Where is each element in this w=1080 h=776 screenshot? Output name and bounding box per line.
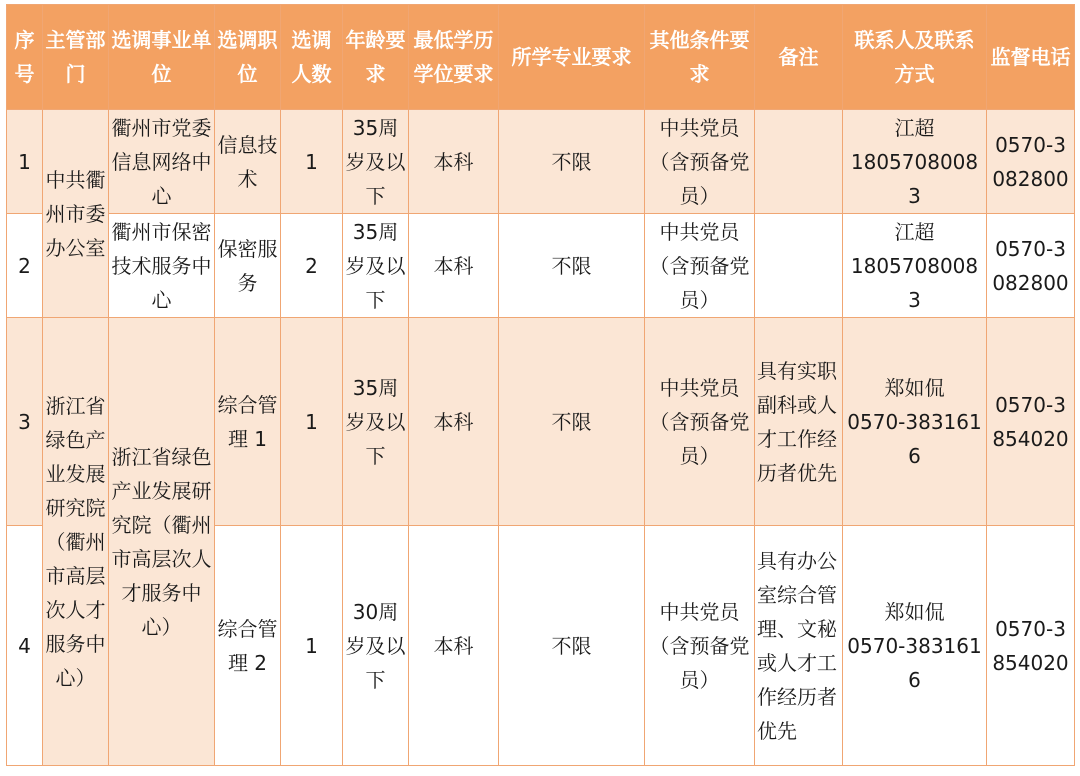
edu-cell: 本科 <box>409 214 499 318</box>
age-cell: 35周岁及以下 <box>343 214 409 318</box>
count-cell: 2 <box>281 214 343 318</box>
dept-cell: 浙江省绿色产业发展研究院（衢州市高层次人才服务中心） <box>43 318 109 766</box>
header-cell: 序号 <box>7 5 43 110</box>
contact-phone: 0570-3831616 <box>847 633 982 692</box>
note-cell <box>755 214 843 318</box>
edu-cell: 本科 <box>409 318 499 526</box>
header-cell: 监督电话 <box>987 5 1075 110</box>
count-cell: 1 <box>281 318 343 526</box>
unit-cell: 浙江省绿色产业发展研究院（衢州市高层次人才服务中心） <box>109 318 215 766</box>
note-cell: 具有实职副科或人才工作经历者优先 <box>755 318 843 526</box>
edu-cell: 本科 <box>409 526 499 766</box>
contact-name: 郑如侃 <box>884 599 945 624</box>
major-cell: 不限 <box>499 214 645 318</box>
table-row <box>7 318 1075 526</box>
row-number: 3 <box>7 318 43 526</box>
note-cell <box>755 110 843 214</box>
age-cell: 35周岁及以下 <box>343 318 409 526</box>
contact-cell <box>843 110 987 214</box>
position-cell: 综合管理 1 <box>215 318 281 526</box>
contact-name: 江超 <box>894 219 935 244</box>
recruitment-table <box>6 4 1075 766</box>
other-cell: 中共党员（含预备党员） <box>645 110 755 214</box>
age-cell: 30周岁及以下 <box>343 526 409 766</box>
contact-cell <box>843 526 987 766</box>
count-cell: 1 <box>281 110 343 214</box>
contact-name: 江超 <box>894 115 935 140</box>
header-row <box>7 5 1075 110</box>
position-cell: 综合管理 2 <box>215 526 281 766</box>
unit-cell: 衢州市党委信息网络中心 <box>109 110 215 214</box>
table-row <box>7 214 1075 318</box>
row-number: 2 <box>7 214 43 318</box>
count-cell: 1 <box>281 526 343 766</box>
other-cell: 中共党员（含预备党员） <box>645 214 755 318</box>
header-cell: 最低学历学位要求 <box>409 5 499 110</box>
age-cell: 35周岁及以下 <box>343 110 409 214</box>
header-cell: 备注 <box>755 5 843 110</box>
supervise-cell: 0570-3854020 <box>987 526 1075 766</box>
note-cell: 具有办公室综合管理、文秘或人才工作经历者优先 <box>755 526 843 766</box>
table-row <box>7 110 1075 214</box>
position-cell: 信息技术 <box>215 110 281 214</box>
header-cell: 联系人及联系方式 <box>843 5 987 110</box>
header-cell: 选调事业单位 <box>109 5 215 110</box>
major-cell: 不限 <box>499 110 645 214</box>
contact-cell <box>843 318 987 526</box>
position-cell: 保密服务 <box>215 214 281 318</box>
supervise-cell: 0570-3082800 <box>987 214 1075 318</box>
contact-phone: 18057080083 <box>850 149 979 208</box>
edu-cell: 本科 <box>409 110 499 214</box>
header-cell: 选调职位 <box>215 5 281 110</box>
contact-phone: 0570-3831616 <box>847 409 982 468</box>
header-cell: 选调人数 <box>281 5 343 110</box>
row-number: 1 <box>7 110 43 214</box>
unit-cell: 衢州市保密技术服务中心 <box>109 214 215 318</box>
header-cell: 所学专业要求 <box>499 5 645 110</box>
contact-phone: 18057080083 <box>850 253 979 312</box>
contact-name: 郑如侃 <box>884 375 945 400</box>
contact-cell <box>843 214 987 318</box>
major-cell: 不限 <box>499 526 645 766</box>
header-cell: 其他条件要求 <box>645 5 755 110</box>
supervise-cell: 0570-3082800 <box>987 110 1075 214</box>
supervise-cell: 0570-3854020 <box>987 318 1075 526</box>
other-cell: 中共党员（含预备党员） <box>645 318 755 526</box>
major-cell: 不限 <box>499 318 645 526</box>
header-cell: 年龄要求 <box>343 5 409 110</box>
row-number: 4 <box>7 526 43 766</box>
header-cell: 主管部门 <box>43 5 109 110</box>
other-cell: 中共党员（含预备党员） <box>645 526 755 766</box>
dept-cell: 中共衢州市委办公室 <box>43 110 109 318</box>
